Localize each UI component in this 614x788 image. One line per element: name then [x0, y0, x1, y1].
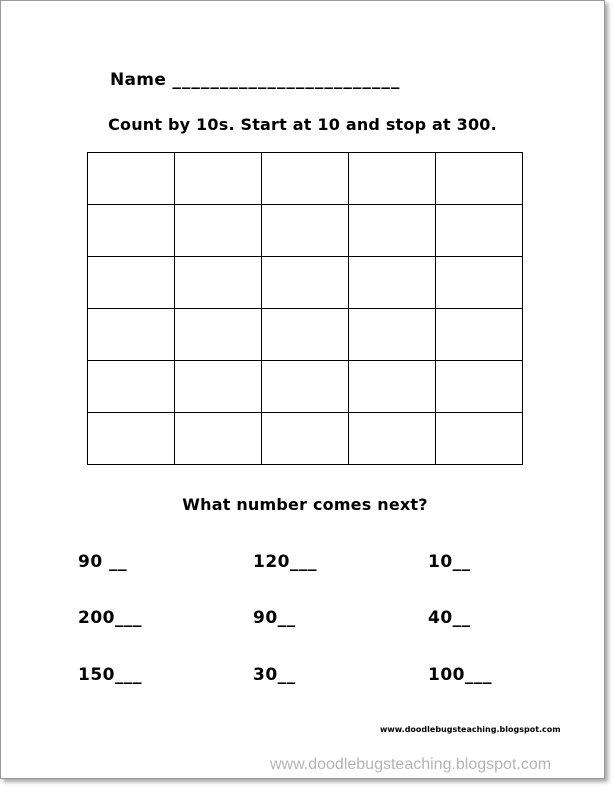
grid-cell [349, 153, 436, 205]
grid-cell [88, 257, 175, 309]
grid-cell [349, 361, 436, 413]
grid-cell [175, 257, 262, 309]
grid-cell [262, 413, 349, 465]
grid-cell [175, 361, 262, 413]
problem-item: 150___ [78, 665, 142, 685]
grid-cell [436, 361, 523, 413]
grid-cell [88, 413, 175, 465]
grid-row [88, 413, 523, 465]
grid-cell [175, 413, 262, 465]
grid-row [88, 361, 523, 413]
counting-grid [87, 152, 523, 465]
grid-cell [262, 205, 349, 257]
problem-item: 90__ [253, 608, 296, 628]
grid-cell [262, 309, 349, 361]
grid-cell [262, 153, 349, 205]
grid-cell [88, 153, 175, 205]
grid-cell [88, 361, 175, 413]
footer-url: www.doodlebugsteaching.blogspot.com [380, 725, 561, 734]
grid-cell [436, 153, 523, 205]
grid-cell [436, 413, 523, 465]
problem-item: 100___ [428, 665, 492, 685]
grid-row [88, 309, 523, 361]
grid-cell [88, 309, 175, 361]
question-heading: What number comes next? [182, 495, 428, 514]
grid-row [88, 153, 523, 205]
name-field-line [110, 70, 400, 90]
problem-item: 40__ [428, 608, 471, 628]
problem-item: 10__ [428, 552, 471, 572]
grid-row [88, 205, 523, 257]
grid-cell [175, 205, 262, 257]
grid-cell [175, 153, 262, 205]
grid-cell [262, 257, 349, 309]
name-label: Name [110, 70, 167, 90]
grid-cell [349, 205, 436, 257]
name-blank: ________________________ [172, 70, 401, 90]
grid-cell [349, 257, 436, 309]
problem-item: 90 __ [78, 552, 128, 572]
problem-item: 120___ [253, 552, 317, 572]
watermark-text: www.doodlebugsteaching.blogspot.com [270, 756, 552, 773]
problem-item: 30__ [253, 665, 296, 685]
grid-cell [349, 309, 436, 361]
grid-row [88, 257, 523, 309]
problem-item: 200___ [78, 608, 142, 628]
grid-cell [175, 309, 262, 361]
grid-cell [262, 361, 349, 413]
instruction-text: Count by 10s. Start at 10 and stop at 300. [108, 115, 497, 134]
grid-cell [349, 413, 436, 465]
grid-cell [88, 205, 175, 257]
grid-cell [436, 257, 523, 309]
grid-cell [436, 309, 523, 361]
grid-cell [436, 205, 523, 257]
